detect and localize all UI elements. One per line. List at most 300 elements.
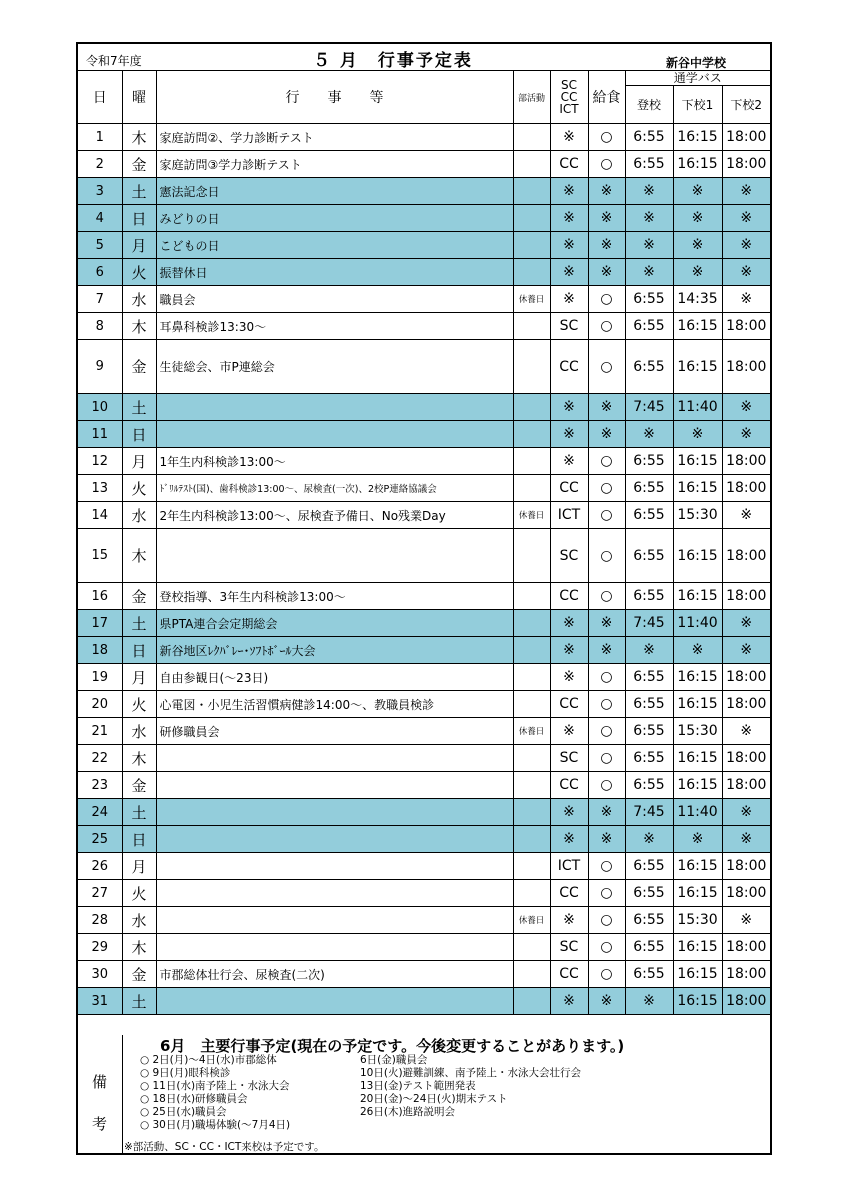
weekday-cell: 火 xyxy=(122,880,156,907)
col-sc-line-1: SC xyxy=(561,78,577,92)
june-item: ○ 9日(月)眼科検診 xyxy=(140,1067,231,1079)
lunch-cell: ○ xyxy=(588,475,625,502)
club-activity-cell xyxy=(513,151,550,178)
weekday-cell: 水 xyxy=(122,907,156,934)
bus-arrive-cell: 6:55 xyxy=(625,583,673,610)
bus-leave-1-cell: ※ xyxy=(673,178,722,205)
weekday-cell: 木 xyxy=(122,529,156,583)
sc-cc-ict-cell: SC xyxy=(550,313,588,340)
club-activity-cell xyxy=(513,394,550,421)
col-bus: 通学バス xyxy=(625,71,770,86)
lunch-cell: ○ xyxy=(588,151,625,178)
sc-cc-ict-cell: ※ xyxy=(550,232,588,259)
lunch-cell: ○ xyxy=(588,313,625,340)
june-item: ○ 11日(水)南予陸上・水泳大会 xyxy=(140,1080,290,1092)
weekday-cell: 土 xyxy=(122,610,156,637)
event-cell: 振替休日 xyxy=(156,259,513,286)
bus-arrive-cell: 6:55 xyxy=(625,529,673,583)
weekday-cell: 火 xyxy=(122,691,156,718)
bus-arrive-cell: 6:55 xyxy=(625,664,673,691)
june-item: 13日(金)テスト範囲発表 xyxy=(360,1080,476,1092)
schedule-row xyxy=(78,826,770,853)
bus-leave-2-cell: 18:00 xyxy=(722,124,770,151)
bus-arrive-cell: 6:55 xyxy=(625,961,673,988)
schedule-row xyxy=(78,124,770,151)
bus-leave-1-cell: 16:15 xyxy=(673,772,722,799)
sc-cc-ict-cell: ※ xyxy=(550,205,588,232)
col-day: 日 xyxy=(78,71,122,124)
sc-cc-ict-cell: ※ xyxy=(550,421,588,448)
event-cell: 市郡総体壮行会、尿検査(二次) xyxy=(156,961,513,988)
weekday-cell: 水 xyxy=(122,286,156,313)
sc-cc-ict-cell: CC xyxy=(550,961,588,988)
schedule-row xyxy=(78,907,770,934)
schedule-row xyxy=(78,178,770,205)
club-activity-cell xyxy=(513,232,550,259)
schedule-table xyxy=(78,71,770,1015)
day-cell: 16 xyxy=(78,583,122,610)
event-cell: みどりの日 xyxy=(156,205,513,232)
june-heading: 6月 主要行事予定(現在の予定です。今後変更することがあります。) xyxy=(160,1037,625,1055)
event-cell xyxy=(156,394,513,421)
bus-leave-1-cell: 16:15 xyxy=(673,529,722,583)
event-cell xyxy=(156,988,513,1015)
club-activity-cell: 休養日 xyxy=(513,718,550,745)
club-activity-cell xyxy=(513,934,550,961)
bus-leave-2-cell: 18:00 xyxy=(722,151,770,178)
schedule-row xyxy=(78,340,770,394)
club-activity-cell xyxy=(513,961,550,988)
col-sc-line-2: CC xyxy=(560,90,578,104)
day-cell: 5 xyxy=(78,232,122,259)
sc-cc-ict-cell: ※ xyxy=(550,826,588,853)
club-activity-cell xyxy=(513,421,550,448)
weekday-cell: 土 xyxy=(122,799,156,826)
day-cell: 11 xyxy=(78,421,122,448)
col-events: 行 事 等 xyxy=(156,71,513,124)
lunch-cell: ※ xyxy=(588,232,625,259)
schedule-row xyxy=(78,691,770,718)
club-activity-cell xyxy=(513,448,550,475)
bus-leave-2-cell: ※ xyxy=(722,826,770,853)
lunch-cell: ○ xyxy=(588,691,625,718)
weekday-cell: 水 xyxy=(122,718,156,745)
lunch-cell: ○ xyxy=(588,961,625,988)
schedule-row xyxy=(78,286,770,313)
sc-cc-ict-cell: ※ xyxy=(550,259,588,286)
weekday-cell: 月 xyxy=(122,232,156,259)
lunch-cell: ※ xyxy=(588,205,625,232)
schedule-row xyxy=(78,718,770,745)
weekday-cell: 木 xyxy=(122,124,156,151)
day-cell: 20 xyxy=(78,691,122,718)
bus-leave-2-cell: ※ xyxy=(722,502,770,529)
sc-cc-ict-cell: ICT xyxy=(550,502,588,529)
bus-arrive-cell: 6:55 xyxy=(625,448,673,475)
lunch-cell: ※ xyxy=(588,394,625,421)
bus-leave-2-cell: 18:00 xyxy=(722,475,770,502)
day-cell: 13 xyxy=(78,475,122,502)
bus-leave-2-cell: ※ xyxy=(722,718,770,745)
lunch-cell: ※ xyxy=(588,988,625,1015)
schedule-row xyxy=(78,502,770,529)
day-cell: 10 xyxy=(78,394,122,421)
event-cell: 職員会 xyxy=(156,286,513,313)
bus-leave-2-cell: ※ xyxy=(722,178,770,205)
schedule-row xyxy=(78,529,770,583)
sc-cc-ict-cell: SC xyxy=(550,934,588,961)
club-activity-cell xyxy=(513,637,550,664)
day-cell: 1 xyxy=(78,124,122,151)
bus-leave-1-cell: 14:35 xyxy=(673,286,722,313)
lunch-cell: ※ xyxy=(588,637,625,664)
event-cell: 県PTA連合会定期総会 xyxy=(156,610,513,637)
event-cell xyxy=(156,907,513,934)
club-activity-cell: 休養日 xyxy=(513,286,550,313)
day-cell: 22 xyxy=(78,745,122,772)
day-cell: 12 xyxy=(78,448,122,475)
schedule-row xyxy=(78,448,770,475)
bus-leave-2-cell: ※ xyxy=(722,394,770,421)
event-cell xyxy=(156,745,513,772)
day-cell: 19 xyxy=(78,664,122,691)
lunch-cell: ※ xyxy=(588,799,625,826)
bus-leave-2-cell: 18:00 xyxy=(722,961,770,988)
schedule-sheet xyxy=(76,42,772,1155)
bus-arrive-cell: ※ xyxy=(625,988,673,1015)
weekday-cell: 土 xyxy=(122,178,156,205)
bus-leave-2-cell: 18:00 xyxy=(722,934,770,961)
bus-leave-1-cell: 16:15 xyxy=(673,664,722,691)
weekday-cell: 金 xyxy=(122,583,156,610)
schedule-row xyxy=(78,583,770,610)
club-activity-cell xyxy=(513,880,550,907)
page-title: ５ 月 行事予定表 xyxy=(313,51,473,71)
lunch-cell: ※ xyxy=(588,610,625,637)
sc-cc-ict-cell: ※ xyxy=(550,799,588,826)
col-bus-leave-2: 下校2 xyxy=(722,86,770,124)
june-item: 26日(木)進路説明会 xyxy=(360,1106,456,1118)
event-cell: 心電図・小児生活習慣病健診14:00～、教職員検診 xyxy=(156,691,513,718)
bus-leave-1-cell: ※ xyxy=(673,826,722,853)
club-activity-cell xyxy=(513,691,550,718)
bus-leave-1-cell: ※ xyxy=(673,421,722,448)
day-cell: 7 xyxy=(78,286,122,313)
bus-leave-2-cell: ※ xyxy=(722,232,770,259)
bus-leave-1-cell: 11:40 xyxy=(673,610,722,637)
schedule-row xyxy=(78,799,770,826)
bus-leave-2-cell: ※ xyxy=(722,799,770,826)
bus-arrive-cell: 6:55 xyxy=(625,502,673,529)
bus-leave-2-cell: ※ xyxy=(722,610,770,637)
bus-leave-2-cell: ※ xyxy=(722,637,770,664)
weekday-cell: 火 xyxy=(122,259,156,286)
bus-leave-2-cell: 18:00 xyxy=(722,448,770,475)
event-cell: 生徒総会、市P連総会 xyxy=(156,340,513,394)
event-cell xyxy=(156,799,513,826)
club-activity-cell xyxy=(513,988,550,1015)
lunch-cell: ○ xyxy=(588,934,625,961)
schedule-row xyxy=(78,961,770,988)
bus-leave-2-cell: 18:00 xyxy=(722,988,770,1015)
lunch-cell: ○ xyxy=(588,124,625,151)
col-lunch: 給食 xyxy=(588,71,625,124)
sc-cc-ict-cell: CC xyxy=(550,691,588,718)
schedule-row xyxy=(78,880,770,907)
bus-leave-2-cell: 18:00 xyxy=(722,340,770,394)
weekday-cell: 日 xyxy=(122,421,156,448)
club-activity-cell xyxy=(513,205,550,232)
event-cell: こどもの日 xyxy=(156,232,513,259)
bus-arrive-cell: 6:55 xyxy=(625,475,673,502)
bus-leave-2-cell: ※ xyxy=(722,205,770,232)
bus-arrive-cell: ※ xyxy=(625,421,673,448)
bus-leave-1-cell: 16:15 xyxy=(673,151,722,178)
schedule-rows xyxy=(78,124,770,1015)
schedule-row xyxy=(78,637,770,664)
june-item: ○ 18日(水)研修職員会 xyxy=(140,1093,248,1105)
bus-leave-2-cell: 18:00 xyxy=(722,664,770,691)
sc-cc-ict-cell: ※ xyxy=(550,637,588,664)
club-activity-cell: 休養日 xyxy=(513,502,550,529)
club-activity-cell xyxy=(513,826,550,853)
fiscal-year: 令和7年度 xyxy=(86,54,142,68)
bus-leave-1-cell: 16:15 xyxy=(673,934,722,961)
sc-cc-ict-cell: ※ xyxy=(550,907,588,934)
schedule-row xyxy=(78,610,770,637)
club-activity-cell xyxy=(513,529,550,583)
lunch-cell: ○ xyxy=(588,907,625,934)
remarks-label xyxy=(78,1035,123,1153)
weekday-cell: 金 xyxy=(122,961,156,988)
col-sc-cc-ict xyxy=(550,71,588,124)
sc-cc-ict-cell: ※ xyxy=(550,664,588,691)
event-cell: 家庭訪問②、学力診断テスト xyxy=(156,124,513,151)
bus-leave-2-cell: 18:00 xyxy=(722,745,770,772)
weekday-cell: 木 xyxy=(122,934,156,961)
bus-arrive-cell: 7:45 xyxy=(625,610,673,637)
lunch-cell: ○ xyxy=(588,583,625,610)
june-item: ○ 2日(月)～4日(水)市郡総体 xyxy=(140,1054,277,1066)
lunch-cell: ○ xyxy=(588,772,625,799)
day-cell: 8 xyxy=(78,313,122,340)
club-activity-cell xyxy=(513,178,550,205)
event-cell: 研修職員会 xyxy=(156,718,513,745)
weekday-cell: 日 xyxy=(122,637,156,664)
lunch-cell: ○ xyxy=(588,745,625,772)
bus-arrive-cell: 6:55 xyxy=(625,934,673,961)
day-cell: 23 xyxy=(78,772,122,799)
schedule-row xyxy=(78,664,770,691)
june-item: 6日(金)職員会 xyxy=(360,1054,428,1066)
weekday-cell: 日 xyxy=(122,205,156,232)
weekday-cell: 金 xyxy=(122,151,156,178)
bus-leave-1-cell: 16:15 xyxy=(673,745,722,772)
lunch-cell: ○ xyxy=(588,502,625,529)
schedule-row xyxy=(78,772,770,799)
day-cell: 18 xyxy=(78,637,122,664)
june-item: ○ 25日(水)職員会 xyxy=(140,1106,227,1118)
lunch-cell: ○ xyxy=(588,529,625,583)
sc-cc-ict-cell: ※ xyxy=(550,610,588,637)
club-activity-cell xyxy=(513,340,550,394)
sc-cc-ict-cell: CC xyxy=(550,583,588,610)
bus-leave-1-cell: 16:15 xyxy=(673,880,722,907)
club-activity-cell xyxy=(513,475,550,502)
club-activity-cell xyxy=(513,313,550,340)
weekday-cell: 月 xyxy=(122,448,156,475)
bus-arrive-cell: ※ xyxy=(625,178,673,205)
bus-leave-2-cell: 18:00 xyxy=(722,853,770,880)
bus-leave-1-cell: 15:30 xyxy=(673,502,722,529)
weekday-cell: 木 xyxy=(122,313,156,340)
club-activity-cell: 休養日 xyxy=(513,907,550,934)
bus-arrive-cell: 6:55 xyxy=(625,286,673,313)
bus-arrive-cell: ※ xyxy=(625,637,673,664)
bus-leave-1-cell: 16:15 xyxy=(673,448,722,475)
weekday-cell: 月 xyxy=(122,853,156,880)
bus-leave-1-cell: ※ xyxy=(673,259,722,286)
club-activity-cell xyxy=(513,583,550,610)
bus-arrive-cell: ※ xyxy=(625,232,673,259)
event-cell: 登校指導、3年生内科検診13:00～ xyxy=(156,583,513,610)
june-item: ○ 30日(月)職場体験(～7月4日) xyxy=(140,1119,291,1131)
bus-leave-1-cell: 15:30 xyxy=(673,907,722,934)
day-cell: 4 xyxy=(78,205,122,232)
col-bus-arrive: 登校 xyxy=(625,86,673,124)
day-cell: 26 xyxy=(78,853,122,880)
lunch-cell: ○ xyxy=(588,448,625,475)
bus-arrive-cell: 6:55 xyxy=(625,718,673,745)
sc-cc-ict-cell: ※ xyxy=(550,988,588,1015)
bus-leave-1-cell: 16:15 xyxy=(673,583,722,610)
lunch-cell: ※ xyxy=(588,421,625,448)
schedule-row xyxy=(78,313,770,340)
col-bus-leave-1: 下校1 xyxy=(673,86,722,124)
bus-leave-1-cell: 16:15 xyxy=(673,313,722,340)
bus-leave-1-cell: 11:40 xyxy=(673,394,722,421)
bus-arrive-cell: ※ xyxy=(625,826,673,853)
bus-leave-1-cell: 16:15 xyxy=(673,691,722,718)
bus-arrive-cell: 6:55 xyxy=(625,880,673,907)
lunch-cell: ○ xyxy=(588,718,625,745)
col-club: 部活動 xyxy=(513,71,550,124)
bus-arrive-cell: 6:55 xyxy=(625,151,673,178)
bus-leave-2-cell: 18:00 xyxy=(722,880,770,907)
event-cell xyxy=(156,853,513,880)
col-dow: 曜 xyxy=(122,71,156,124)
lunch-cell: ※ xyxy=(588,826,625,853)
weekday-cell: 金 xyxy=(122,340,156,394)
bus-leave-2-cell: ※ xyxy=(722,421,770,448)
bus-arrive-cell: 6:55 xyxy=(625,691,673,718)
lunch-cell: ○ xyxy=(588,286,625,313)
bus-leave-1-cell: 15:30 xyxy=(673,718,722,745)
bus-arrive-cell: 6:55 xyxy=(625,745,673,772)
bus-arrive-cell: 6:55 xyxy=(625,340,673,394)
sc-cc-ict-cell: ※ xyxy=(550,286,588,313)
day-cell: 29 xyxy=(78,934,122,961)
schedule-row xyxy=(78,988,770,1015)
event-cell: 耳鼻科検診13:30～ xyxy=(156,313,513,340)
event-cell: 2年生内科検診13:00～、尿検査予備日、No残業Day xyxy=(156,502,513,529)
club-activity-cell xyxy=(513,664,550,691)
remarks-section xyxy=(78,1035,770,1153)
col-sc-line-3: ICT xyxy=(559,102,579,116)
sc-cc-ict-cell: CC xyxy=(550,151,588,178)
schedule-row xyxy=(78,259,770,286)
event-cell: 家庭訪問③学力診断テスト xyxy=(156,151,513,178)
bus-leave-1-cell: ※ xyxy=(673,232,722,259)
sc-cc-ict-cell: ※ xyxy=(550,718,588,745)
event-cell xyxy=(156,826,513,853)
schedule-row xyxy=(78,232,770,259)
bus-leave-2-cell: ※ xyxy=(722,259,770,286)
bus-arrive-cell: 7:45 xyxy=(625,394,673,421)
day-cell: 25 xyxy=(78,826,122,853)
event-cell xyxy=(156,772,513,799)
schedule-row xyxy=(78,934,770,961)
sc-cc-ict-cell: ※ xyxy=(550,448,588,475)
bus-leave-2-cell: ※ xyxy=(722,286,770,313)
bus-arrive-cell: 6:55 xyxy=(625,124,673,151)
club-activity-cell xyxy=(513,124,550,151)
sc-cc-ict-cell: SC xyxy=(550,529,588,583)
bus-leave-1-cell: 16:15 xyxy=(673,961,722,988)
schedule-row xyxy=(78,151,770,178)
schedule-row xyxy=(78,394,770,421)
bus-leave-2-cell: 18:00 xyxy=(722,313,770,340)
lunch-cell: ○ xyxy=(588,880,625,907)
lunch-cell: ※ xyxy=(588,259,625,286)
sc-cc-ict-cell: CC xyxy=(550,340,588,394)
weekday-cell: 土 xyxy=(122,394,156,421)
sc-cc-ict-cell: SC xyxy=(550,745,588,772)
bus-leave-1-cell: ※ xyxy=(673,205,722,232)
bus-arrive-cell: 6:55 xyxy=(625,907,673,934)
june-item: 10日(火)避難訓練、南予陸上・水泳大会壮行会 xyxy=(360,1067,582,1079)
bus-leave-2-cell: 18:00 xyxy=(722,691,770,718)
bus-arrive-cell: 6:55 xyxy=(625,313,673,340)
event-cell xyxy=(156,529,513,583)
lunch-cell: ○ xyxy=(588,664,625,691)
schedule-row xyxy=(78,421,770,448)
weekday-cell: 月 xyxy=(122,664,156,691)
event-cell: 憲法記念日 xyxy=(156,178,513,205)
bus-arrive-cell: ※ xyxy=(625,205,673,232)
schedule-row xyxy=(78,745,770,772)
day-cell: 14 xyxy=(78,502,122,529)
event-cell: 自由参観日(～23日) xyxy=(156,664,513,691)
schedule-row xyxy=(78,475,770,502)
bus-leave-1-cell: 16:15 xyxy=(673,475,722,502)
day-cell: 3 xyxy=(78,178,122,205)
club-activity-cell xyxy=(513,610,550,637)
remarks-label-1: 備 xyxy=(92,1073,108,1091)
day-cell: 30 xyxy=(78,961,122,988)
lunch-cell: ○ xyxy=(588,340,625,394)
day-cell: 31 xyxy=(78,988,122,1015)
bus-arrive-cell: 6:55 xyxy=(625,853,673,880)
schedule-row xyxy=(78,205,770,232)
bus-leave-2-cell: 18:00 xyxy=(722,583,770,610)
sc-cc-ict-cell: ICT xyxy=(550,853,588,880)
bus-leave-1-cell: 16:15 xyxy=(673,988,722,1015)
day-cell: 28 xyxy=(78,907,122,934)
day-cell: 15 xyxy=(78,529,122,583)
weekday-cell: 金 xyxy=(122,772,156,799)
day-cell: 6 xyxy=(78,259,122,286)
